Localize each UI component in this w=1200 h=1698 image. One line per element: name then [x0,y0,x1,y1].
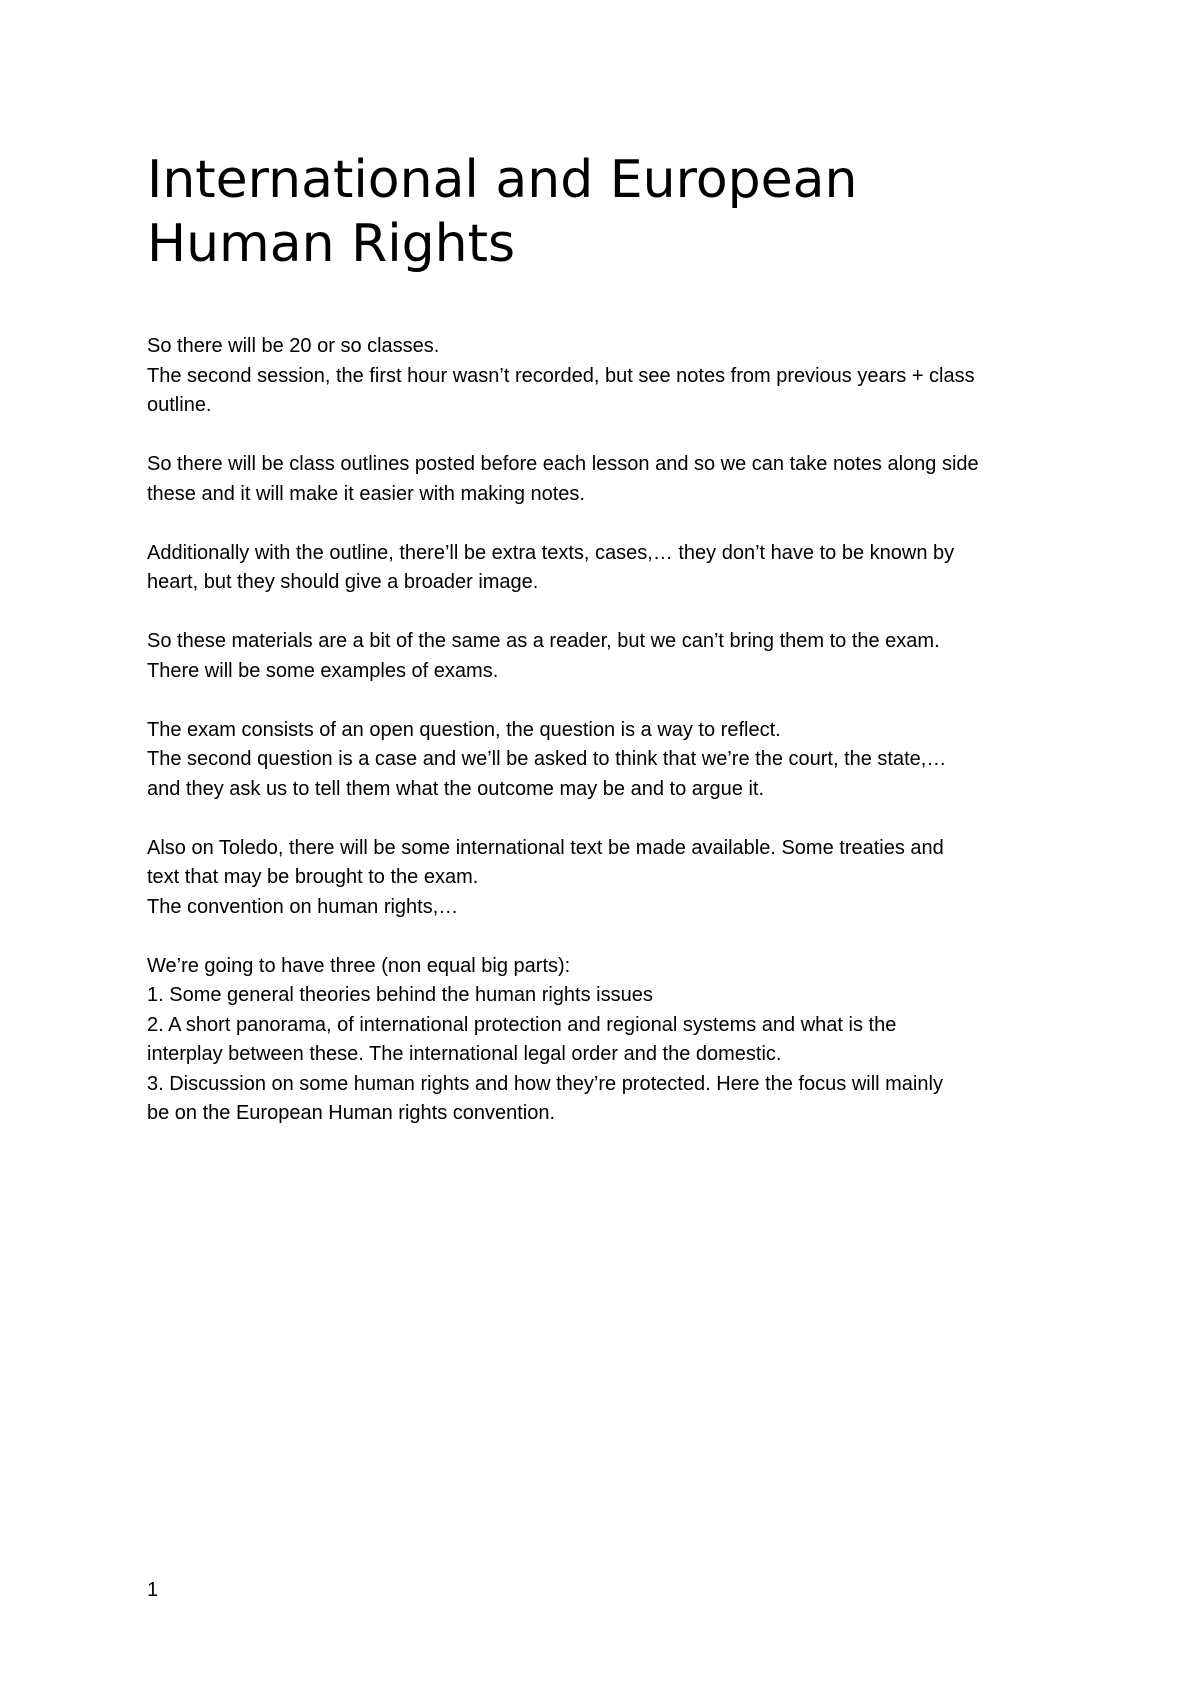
text-line: and they ask us to tell them what the outcome may be and to argue it. [147,777,765,800]
text-line: Additionally with the outline, there’ll be extra texts, cases,… they don’t have to be known by [147,541,955,564]
paragraph-extra-texts [147,539,1077,598]
text-line: text that may be brought to the exam. [147,866,479,888]
list-item-continuation: be on the European Human rights convention. [147,1102,556,1124]
paragraph-outlines [147,450,1077,509]
title-line: International and European [147,150,858,210]
text-line: There will be some examples of exams. [147,659,499,682]
paragraph-materials [147,627,1077,686]
text-line: So these materials are a bit of the same as a reader, but we can’t bring them to the exam. [147,630,940,652]
title-line: Human Rights [147,214,516,274]
list-item: 3. Discussion on some human rights and how they’re protected. Here the focus will mainly [147,1072,943,1095]
text-line: The second question is a case and we’ll be asked to think that we’re the court, the state,… [147,748,947,770]
text-line: The exam consists of an open question, the question is a way to reflect. [147,718,781,741]
text-line: Also on Toledo, there will be some international text be made available. Some treaties and [147,836,944,859]
text-line: So there will be class outlines posted before each lesson and so we can take notes along side [147,453,979,475]
list-item: 2. A short panorama, of international protection and regional systems and what is the [147,1013,897,1036]
paragraph-classes [147,332,1077,421]
paragraph-course-parts [147,952,1077,1129]
list-item: 1. Some general theories behind the human rights issues [147,984,653,1006]
document-title [147,148,1077,276]
text-line: heart, but they should give a broader image. [147,571,539,593]
page-number: 1 [147,1579,159,1601]
text-line: The convention on human rights,… [147,895,459,918]
text-line: outline. [147,394,212,416]
document-body [147,332,1077,1129]
paragraph-toledo [147,834,1077,923]
text-line: So there will be 20 or so classes. [147,335,440,357]
text-line: The second session, the first hour wasn’t recorded, but see notes from previous years + class [147,364,975,387]
list-item-continuation: interplay between these. The international legal order and the domestic. [147,1043,782,1065]
text-line: these and it will make it easier with making notes. [147,482,585,505]
page-content [147,148,1077,1158]
paragraph-exam [147,716,1077,805]
text-line: We’re going to have three (non equal big parts): [147,954,571,977]
